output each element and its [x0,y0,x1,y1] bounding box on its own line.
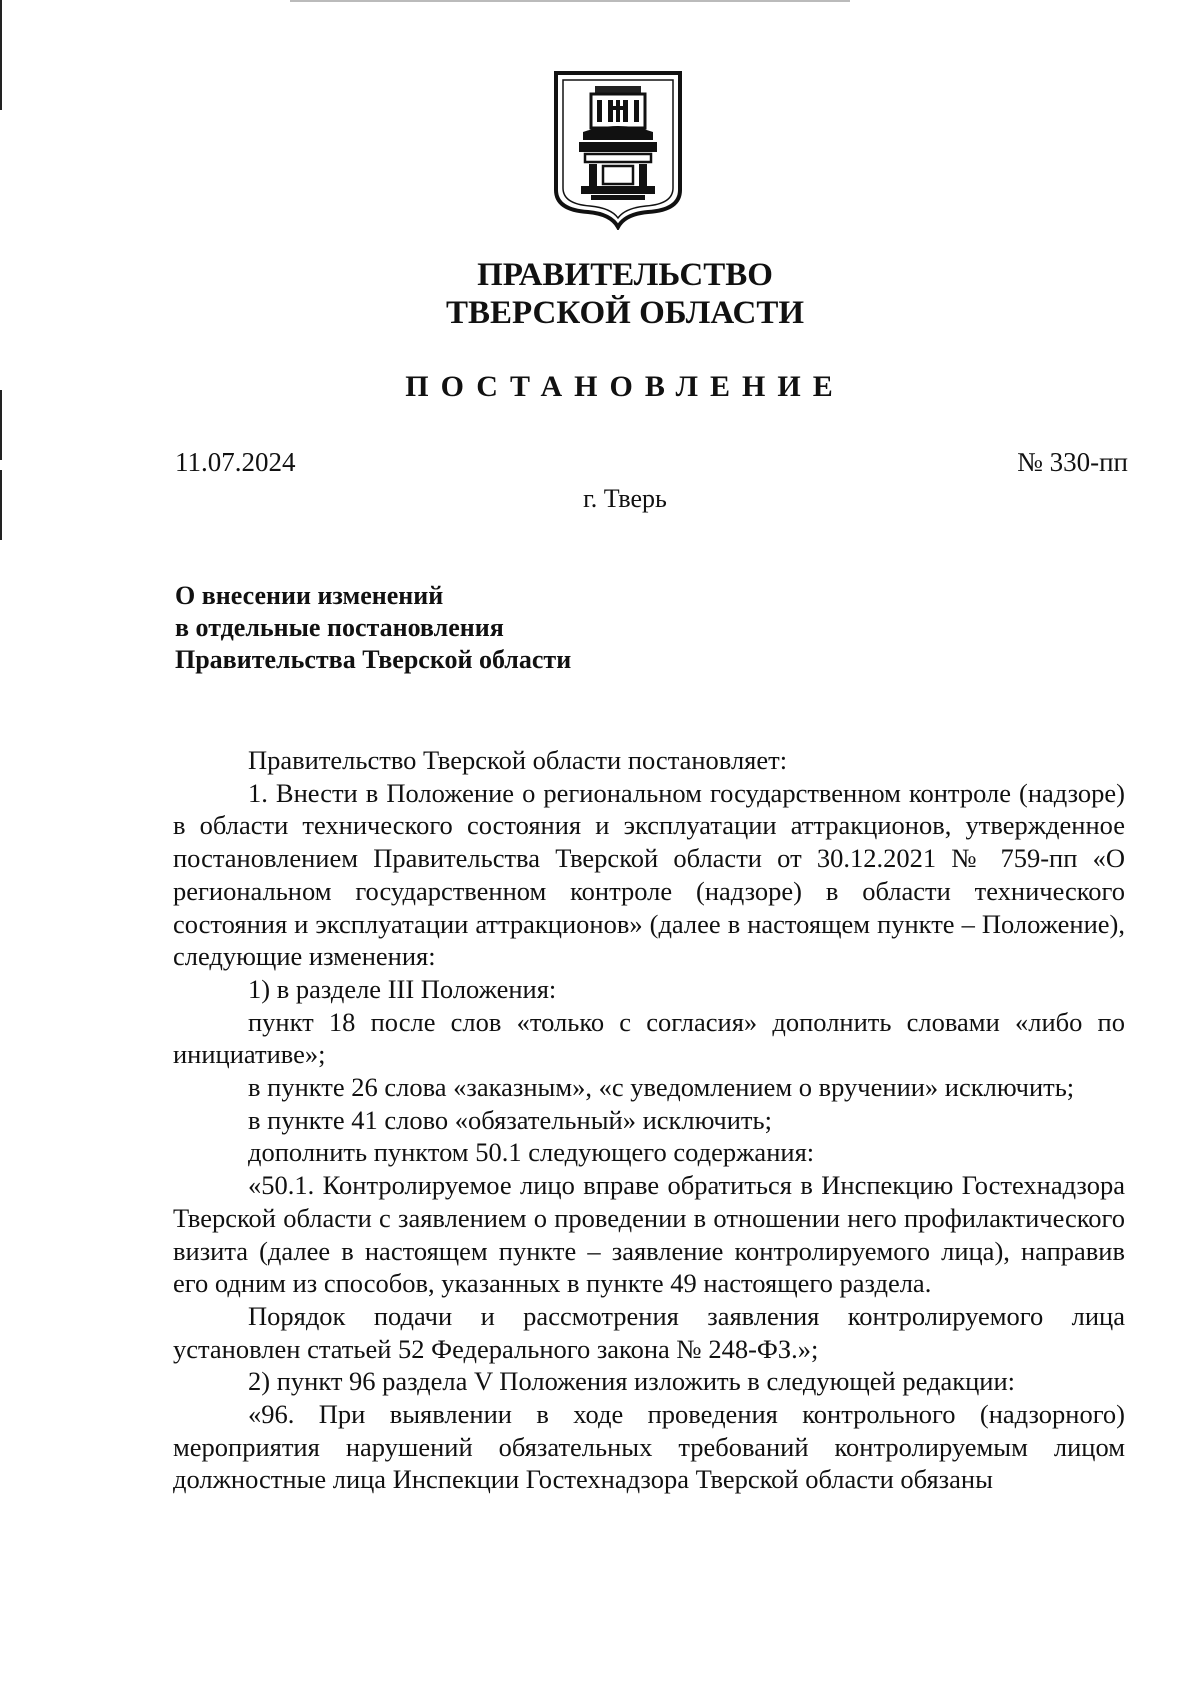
body-paragraph: «96. При выявлении в ходе проведения контрольного (надзорного) мероприятия нарушений обязательных требований контролируемым лицом должностные лица Инспекции Гостехнадзора Тверской области обязаны [173,1399,1125,1495]
document-type: ПОСТАНОВЛЕНИЕ [405,370,845,403]
document-number: № 330-пп [1017,447,1128,477]
body-paragraph: Правительство Тверской области постановляет: [248,745,788,775]
body-paragraph: 1. Внести в Положение о региональном государственном контроле (надзоре) в области технического состояния и эксплуатации аттракционов, утвержденное постановлением Правительства Тверской области от 30.12.2021 № 759-пп «О региональном государственном контроле (надзоре) в области технического состояния и эксплуатации аттракционов» (далее в настоящем пункте – Положение), следующие изменения: [173,777,1125,972]
body-paragraph: в пункте 26 слова «заказным», «с уведомлением о вручении» исключить; [248,1072,1075,1103]
body-paragraph: «50.1. Контролируемое лицо вправе обратиться в Инспекцию Гостехнадзора Тверской области с заявлением о проведении в отношении него профилактического визита (далее в настоящем пункте – заявление контролируемого лица), направив его одним из способов, указанных в пункте 49 настоящего раздела. [173,1170,1125,1299]
body-paragraph: в пункте 41 слово «обязательный» исключить; [248,1104,772,1135]
government-name-line: ПРАВИТЕЛЬСТВО [477,257,773,293]
document-subject [175,580,571,676]
scan-edge-left [0,0,2,110]
document-date: 11.07.2024 [175,447,296,477]
body-paragraph: пункт 18 после слов «только с согласия» дополнить словами «либо по инициативе»; [173,1006,1125,1070]
body-paragraph: Порядок подачи и рассмотрения заявления контролируемого лица установлен статьей 52 Федерального закона № 248-ФЗ.»; [173,1300,1125,1364]
body-paragraph: 1) в разделе III Положения: [248,973,557,1004]
scan-edge-top [290,0,850,2]
subject-line: Правительства Тверской области [175,645,572,674]
government-name-line: ТВЕРСКОЙ ОБЛАСТИ [445,295,805,331]
body-paragraph: 2) пункт 96 раздела V Положения изложить в следующей редакции: [248,1366,1016,1397]
coat-of-arms-icon [553,70,683,230]
government-name [0,256,1200,332]
document-body [173,744,1125,1496]
document-city: г. Тверь [583,484,667,513]
subject-line: в отдельные постановления [175,613,504,642]
body-paragraph: дополнить пунктом 50.1 следующего содержания: [248,1137,815,1168]
subject-line: О внесении изменений [175,581,444,610]
